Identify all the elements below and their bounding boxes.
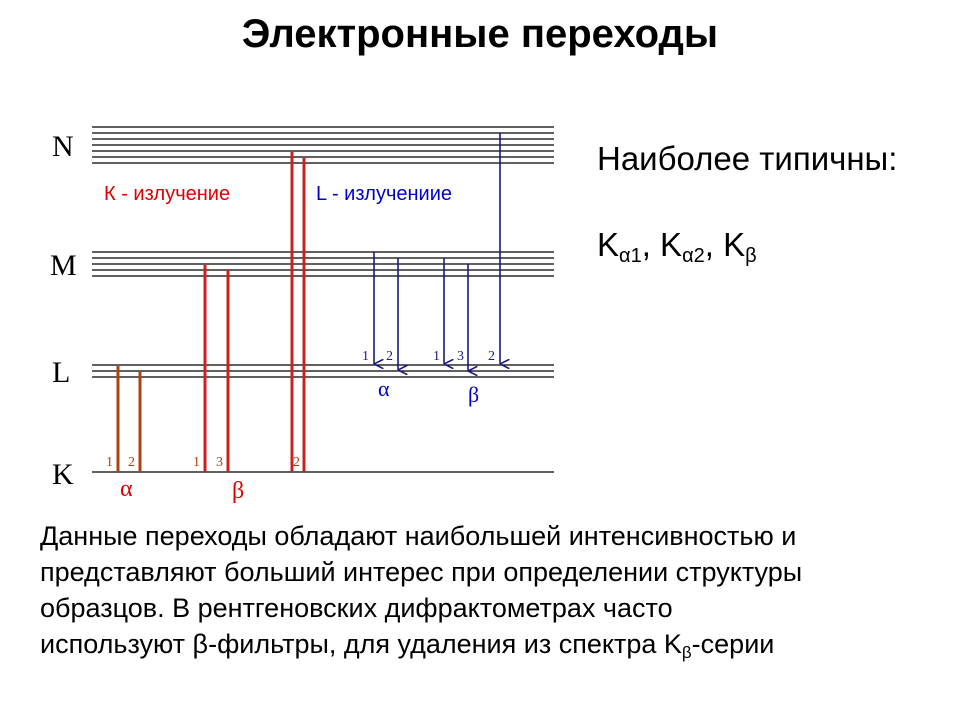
k-beta-symbol: β [232,478,245,504]
k-alpha2-line: $K_{\alpha 2}$ [660,226,705,267]
l-beta-marker-3: 3 [457,349,464,364]
level-lines-n [92,127,554,163]
level-lines-m [92,252,554,276]
k-alpha-symbol: α [120,476,133,502]
separator: , [641,226,661,263]
k-series-label: К - излучение [104,183,231,205]
k-alpha-marker-2: 2 [128,455,135,470]
description-line: Данные переходы обладают наибольшей интенсивностью и [40,521,797,551]
k-alpha1-line: $K_{\alpha 1}$ [597,226,642,267]
typical-heading: Наиболее типичны: [597,140,898,177]
k-beta-marker-1: 1 [193,455,200,470]
level-label-k: K [52,458,74,491]
l-beta-marker-1: 1 [433,349,440,364]
level-lines-l [92,365,554,377]
typical-lines [597,226,757,268]
description-line: используют β-фильтры, для удаления из спектра $K_\beta$-серии [40,629,775,662]
page-title: Электронные переходы [241,12,719,56]
description-paragraph [40,518,930,671]
k-alpha-marker-1: 1 [106,455,113,470]
separator: , [704,226,724,263]
l-series-label: L - излучениие [316,183,452,205]
k-beta-marker-3: 3 [216,455,223,470]
l-beta-symbol: β [468,382,480,407]
description-line: представляют больший интерес при определении структуры [40,557,803,587]
level-label-m: M [50,249,77,282]
level-label-n: N [52,130,74,163]
k-beta-marker-2: 2 [293,455,300,470]
l-alpha-symbol: α [378,376,390,401]
level-label-l: L [52,356,71,389]
l-beta-marker-2: 2 [488,349,495,364]
k-beta-line: $K_\beta$ [723,226,757,267]
description-line: образцов. В рентгеновских дифрактометрах часто [40,593,673,623]
l-alpha-marker-2: 2 [386,349,393,364]
l-alpha-marker-1: 1 [362,349,369,364]
